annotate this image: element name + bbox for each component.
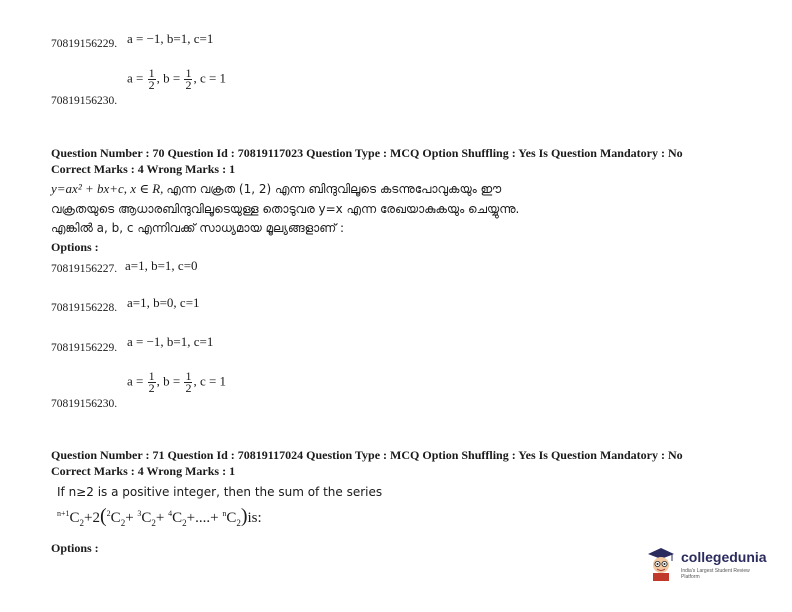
question-header: Question Number : 70 Question Id : 70819117023 Question Type : MCQ Option Shuffling : Yes Is Question Mandatory : No <box>51 146 683 160</box>
option-text: a=1, b=0, c=1 <box>127 295 200 310</box>
a-denominator: 2 <box>148 381 155 395</box>
mascot-icon <box>645 546 677 582</box>
series-expression: $^{n+1}C_2+2(^2C_2+ ^3C_2+ ^4C_2+....+ ^nC_2)is$: <box>57 505 262 528</box>
question-line: വക്രതയുടെ ആധാരബിന്ദുവിലൂടെയുള്ള തൊടുവര y=x എന്ന രേഖയാകുകയും ചെയ്യുന്നു. <box>51 202 520 216</box>
c-value: c = 1 <box>199 70 227 86</box>
b-denominator: 2 <box>185 78 192 92</box>
option-id: 70819156230. <box>51 95 118 107</box>
question-line <box>51 181 501 197</box>
question-text: എന്ന വക്രത (1, 2) എന്ന ബിന്ദുവിലൂടെ കടന്നുപോവുകയും ഈ <box>166 182 502 196</box>
options-label: Options : <box>51 541 99 555</box>
option-fraction: a = $\frac{1}{2}$ , b = $\frac{1}{2}$ , c = 1 <box>127 369 227 395</box>
b-numerator: 1 <box>185 369 192 383</box>
question-line: എങ്കിൽ a, b, c എന്നിവക്ക് സാധ്യമായ മൂല്യങ്ങളാണ് : <box>51 221 345 235</box>
option-id: 70819156230. <box>51 398 118 410</box>
b-numerator: 1 <box>185 66 192 80</box>
option-text: a=1, b=1, c=0 <box>125 258 198 273</box>
question-header: Question Number : 71 Question Id : 70819117024 Question Type : MCQ Option Shuffling : Yes Is Question Mandatory : No <box>51 448 683 462</box>
marks-line: Correct Marks : 4 Wrong Marks : 1 <box>51 464 236 478</box>
b-denominator: 2 <box>185 381 192 395</box>
option-text: a = −1, b=1, c=1 <box>127 31 214 46</box>
question-math: y=ax² + bx+c, x ∈ R, <box>51 181 164 196</box>
collegedunia-logo <box>645 546 765 582</box>
logo-tagline: India's Largest Student Review Platform <box>681 568 750 580</box>
marks-line: Correct Marks : 4 Wrong Marks : 1 <box>51 162 236 176</box>
option-fraction: a = $\frac{1}{2}$ , b = $\frac{1}{2}$ , c = 1 <box>127 66 227 92</box>
options-label: Options : <box>51 240 99 254</box>
a-numerator: 1 <box>148 66 155 80</box>
question-text: If n≥2 is a positive integer, then the sum of the series <box>57 485 383 499</box>
a-denominator: 2 <box>148 78 155 92</box>
option-text: a = −1, b=1, c=1 <box>127 334 214 349</box>
option-id: 70819156229. <box>51 342 118 354</box>
option-id: 70819156229. <box>51 38 118 50</box>
logo-text: collegedunia <box>681 549 767 565</box>
option-id: 70819156228. <box>51 302 118 314</box>
a-numerator: 1 <box>148 369 155 383</box>
c-value: c = 1 <box>199 373 227 389</box>
option-id: 70819156227. <box>51 263 118 275</box>
